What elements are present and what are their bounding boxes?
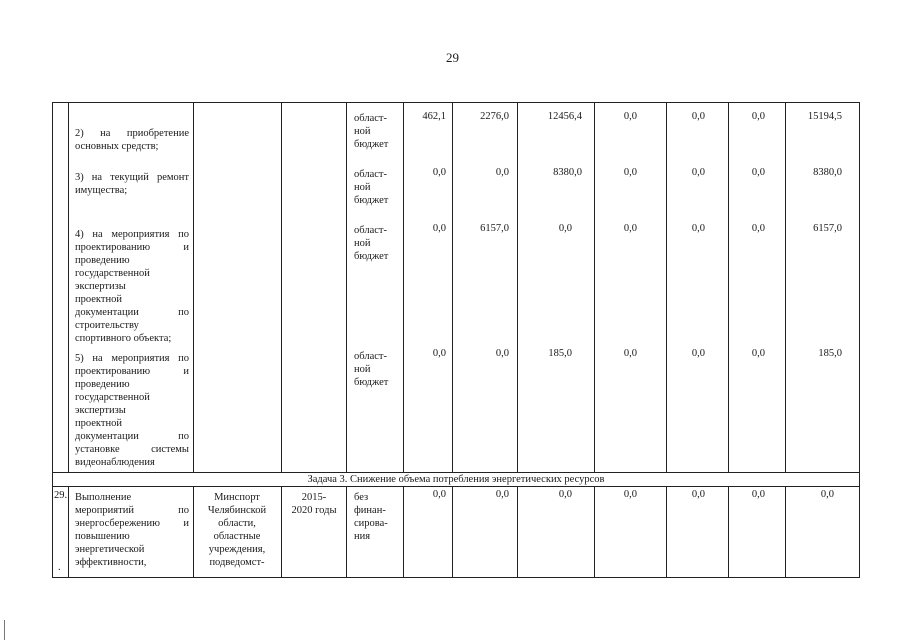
col-divider: [346, 487, 347, 578]
value-cell: 0,0: [691, 489, 705, 500]
value-cell: 0,0: [691, 223, 705, 234]
row-label: 4) на мероприятия по проектированию и проведению государственной экспертизы проектной документации по строительству спортивного объекта;: [75, 229, 189, 344]
col-divider: [785, 102, 786, 472]
row-label: 5) на мероприятия по проектированию и проведению государственной экспертизы проектной документации по установке системы видеонаблюдения: [75, 353, 189, 468]
funding-source: без финан- сирова- ния: [354, 492, 388, 542]
col-divider: [666, 102, 667, 472]
table-border-top: [52, 102, 860, 103]
value-cell: 8380,0: [553, 167, 582, 178]
funding-source: област- ной бюджет: [354, 113, 389, 150]
col-divider: [594, 102, 595, 472]
row-divider: [52, 486, 860, 487]
value-cell: 0,0: [751, 167, 765, 178]
col-divider: [68, 487, 69, 578]
value-cell: 185,0: [818, 348, 842, 359]
value-cell: 0,0: [432, 489, 446, 500]
row-label: 3) на текущий ремонт имущества;: [75, 172, 189, 196]
col-divider: [728, 102, 729, 472]
value-cell: 0,0: [751, 348, 765, 359]
table-border-left: [52, 102, 53, 578]
task-heading: Задача 3. Снижение объема потребления энергетических ресурсов: [307, 474, 605, 485]
value-cell: 185,0: [548, 348, 572, 359]
value-cell: 0,0: [623, 348, 637, 359]
value-cell: 0,0: [432, 223, 446, 234]
value-cell: 0,0: [691, 111, 705, 122]
value-cell: 0,0: [495, 167, 509, 178]
value-cell: 0,0: [751, 111, 765, 122]
value-cell: 0,0: [820, 489, 834, 500]
value-cell: 462,1: [422, 111, 446, 122]
row-divider: [52, 472, 860, 473]
col-divider: [193, 487, 194, 578]
value-cell: 0,0: [495, 489, 509, 500]
funding-source: област- ной бюджет: [354, 225, 389, 262]
period-cell: 2015- 2020 годы: [291, 492, 337, 516]
executor-cell: Минспорт Челябинской области, областные учреждения, подведомст-: [207, 492, 267, 568]
value-cell: 0,0: [691, 348, 705, 359]
col-divider: [403, 102, 404, 472]
value-cell: 0,0: [623, 111, 637, 122]
value-cell: 0,0: [691, 167, 705, 178]
value-cell: 2276,0: [480, 111, 509, 122]
value-cell: 0,0: [751, 489, 765, 500]
value-cell: 0,0: [495, 348, 509, 359]
table-border-right: [859, 102, 860, 578]
col-divider: [281, 487, 282, 578]
value-cell: 0,0: [623, 167, 637, 178]
scan-edge-mark: [4, 620, 5, 640]
col-divider: [517, 102, 518, 472]
value-cell: 0,0: [623, 489, 637, 500]
value-cell: 0,0: [432, 167, 446, 178]
value-cell: 0,0: [623, 223, 637, 234]
col-divider: [193, 102, 194, 472]
value-cell: 0,0: [751, 223, 765, 234]
value-cell: 8380,0: [813, 167, 842, 178]
funding-source: област- ной бюджет: [354, 169, 389, 206]
col-divider: [452, 102, 453, 472]
value-cell: 0,0: [558, 223, 572, 234]
funding-source: област- ной бюджет: [354, 351, 389, 388]
value-cell: 0,0: [432, 348, 446, 359]
col-divider: [68, 102, 69, 472]
table-border-bottom: [52, 577, 860, 578]
value-cell: 6157,0: [813, 223, 842, 234]
value-cell: 0,0: [558, 489, 572, 500]
col-divider: [281, 102, 282, 472]
row-mark: .: [58, 562, 61, 573]
row-label: Выполнение мероприятий по энергосбережению и повышению энергетической эффективности,: [75, 492, 189, 568]
page-number: 29: [446, 50, 459, 65]
col-divider: [346, 102, 347, 472]
value-cell: 12456,4: [547, 111, 582, 122]
value-cell: 6157,0: [480, 223, 509, 234]
row-label: 2) на приобретение основных средств;: [75, 128, 189, 152]
row-number: 29.: [54, 490, 68, 501]
value-cell: 15194,5: [807, 111, 842, 122]
